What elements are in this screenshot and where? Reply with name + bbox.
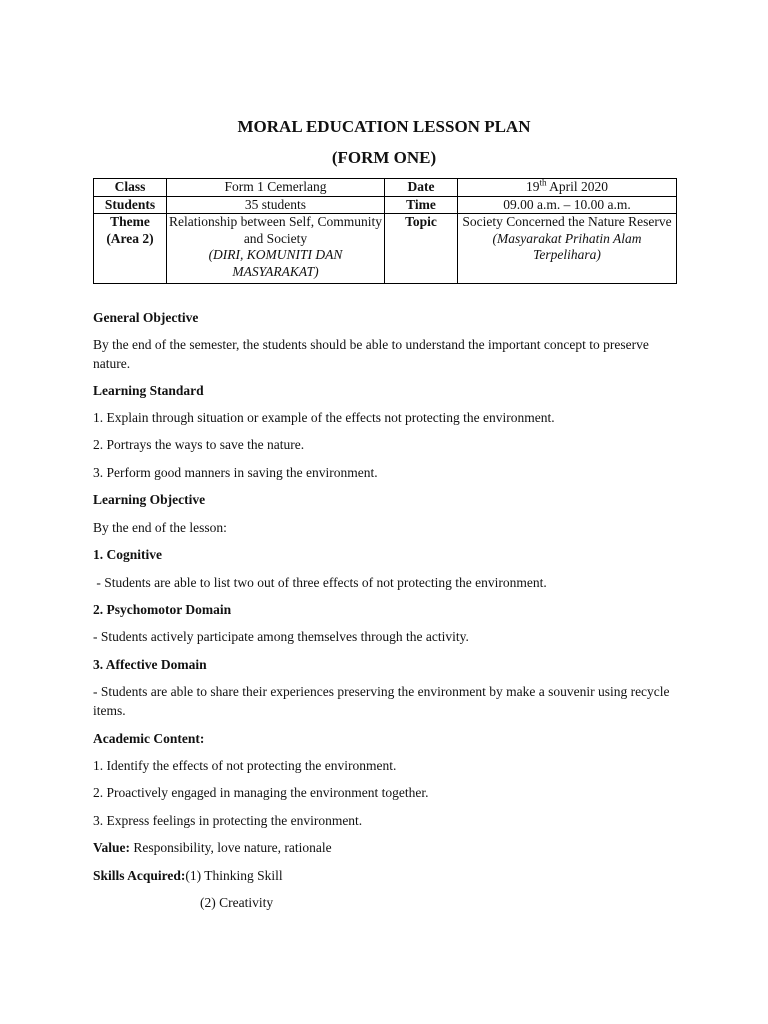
skills-item: (2) Creativity bbox=[200, 895, 274, 910]
time-label: Time bbox=[385, 196, 458, 214]
skills-item: (1) Thinking Skill bbox=[185, 868, 283, 883]
class-value: Form 1 Cemerlang bbox=[167, 179, 385, 197]
table-row bbox=[94, 214, 677, 284]
skills-label: Skills Acquired: bbox=[93, 868, 186, 883]
list-item: 1. Identify the effects of not protecting the environment. bbox=[93, 758, 397, 773]
topic-label: Topic bbox=[385, 214, 458, 284]
cognitive-heading: 1. Cognitive bbox=[93, 547, 162, 562]
learning-standard-heading: Learning Standard bbox=[93, 383, 204, 398]
learning-objective-intro: By the end of the lesson: bbox=[93, 520, 227, 535]
topic-value: Society Concerned the Nature Reserve (Masyarakat Prihatin Alam Terpelihara) bbox=[458, 214, 677, 284]
value-line bbox=[93, 838, 683, 857]
value-text: Responsibility, love nature, rationale bbox=[130, 840, 332, 855]
learning-objective-heading: Learning Objective bbox=[93, 492, 206, 507]
students-label: Students bbox=[94, 196, 167, 214]
affective-text: - Students are able to share their experiences preserving the environment by make a souvenir using recycle items. bbox=[93, 684, 670, 718]
affective-heading: 3. Affective Domain bbox=[93, 657, 207, 672]
value-label: Value: bbox=[93, 840, 131, 855]
date-value: 19th April 2020 bbox=[458, 179, 677, 197]
psychomotor-heading: 2. Psychomotor Domain bbox=[93, 602, 232, 617]
list-item: 2. Proactively engaged in managing the environment together. bbox=[93, 785, 429, 800]
academic-content-heading: Academic Content: bbox=[93, 731, 205, 746]
list-item: 1. Explain through situation or example of the effects not protecting the environment. bbox=[93, 410, 555, 425]
students-value: 35 students bbox=[167, 196, 385, 214]
list-item: 3. Express feelings in protecting the environment. bbox=[93, 813, 363, 828]
document-subtitle: (FORM ONE) bbox=[331, 148, 437, 167]
table-row bbox=[94, 196, 677, 214]
class-label: Class bbox=[94, 179, 167, 197]
psychomotor-text: - Students actively participate among themselves through the activity. bbox=[93, 629, 469, 644]
theme-value: Relationship between Self, Community and Society (DIRI, KOMUNITI DAN MASYARAKAT) bbox=[167, 214, 385, 284]
theme-label: Theme (Area 2) bbox=[94, 214, 167, 284]
list-item: 2. Portrays the ways to save the nature. bbox=[93, 437, 305, 452]
table-row bbox=[94, 179, 677, 197]
document-title: MORAL EDUCATION LESSON PLAN bbox=[237, 117, 531, 136]
general-objective-heading: General Objective bbox=[93, 310, 199, 325]
date-label: Date bbox=[385, 179, 458, 197]
cognitive-text: - Students are able to list two out of three effects of not protecting the environment. bbox=[93, 575, 547, 590]
lesson-info-table bbox=[93, 178, 677, 284]
skills-line bbox=[93, 866, 683, 885]
general-objective-text: By the end of the semester, the students should be able to understand the important concept to preserve nature. bbox=[93, 337, 649, 371]
time-value: 09.00 a.m. – 10.00 a.m. bbox=[458, 196, 677, 214]
list-item: 3. Perform good manners in saving the environment. bbox=[93, 465, 378, 480]
